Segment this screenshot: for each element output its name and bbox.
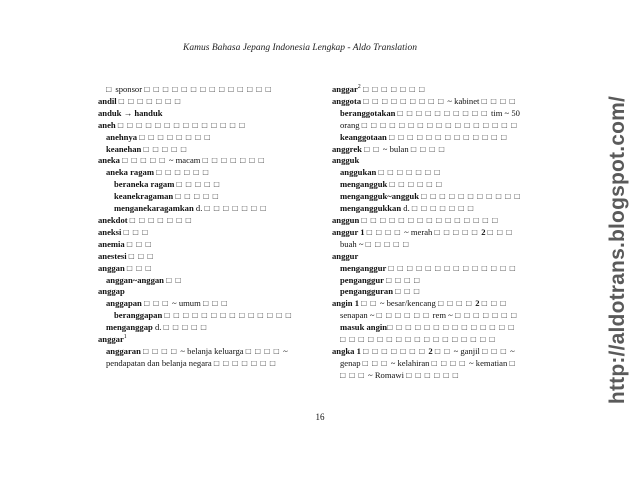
entry-text: genap [340, 357, 363, 368]
entry-text: ~ umum [172, 298, 203, 309]
headword: anggan [98, 262, 127, 273]
japanese-text: □ □ □ [362, 357, 391, 368]
dictionary-entry-line [98, 358, 320, 370]
dictionary-entry-line [98, 286, 320, 298]
dictionary-entry-line [332, 120, 562, 132]
japanese-text: □ □ □ □ □ [122, 155, 169, 166]
dictionary-entry-line [98, 275, 320, 287]
japanese-text: □ □ □ □ □ [365, 238, 410, 249]
homonym-number: 1 [123, 334, 127, 341]
dictionary-entry-line [98, 322, 320, 334]
japanese-text: □ □ □ □ □ □ □ □ □ □ □ [421, 191, 521, 202]
japanese-text: □ □ □ □ □ [143, 143, 188, 154]
entry-text: buah ~ [340, 238, 366, 249]
dictionary-entry-line [98, 227, 320, 239]
dictionary-entry-line [332, 179, 562, 191]
japanese-text: □ □ □ □ □ □ □ [204, 203, 267, 214]
dictionary-entry-line [98, 108, 320, 120]
headword: keanggotaan [340, 131, 389, 142]
entry-text: ~ macam [168, 155, 203, 166]
japanese-text: □ □ □ □ [431, 357, 469, 368]
watermark-url: http://aldotrans.blogspot.com/ [606, 95, 629, 405]
japanese-text: □ □ □ □ □ □ □ □ □ □ □ □ □ □ □ [361, 214, 499, 225]
dictionary-entry-line [332, 155, 562, 167]
entry-text: ~ besar/kencang [379, 298, 438, 309]
headword: anggap [98, 286, 125, 297]
dictionary-entry-line [332, 227, 562, 239]
dictionary-entry-line [98, 191, 320, 203]
japanese-text: □ □ □ [126, 238, 152, 249]
japanese-text: □ □ □ □ □ □ □ □ □ □ □ □ □ □ [388, 262, 516, 273]
japanese-text: □ □ □ □ □ □ □ □ □ □ □ □ □ □ □ □ □ [340, 334, 496, 345]
japanese-text: □ □ □ [143, 298, 173, 309]
headword: penganggur [340, 274, 386, 285]
japanese-text: □ □ [364, 143, 383, 154]
headword: 2 [481, 226, 488, 237]
page-number: 16 [315, 412, 325, 422]
japanese-text: □ □ □ □ □ [176, 179, 221, 190]
dictionary-entry-line [332, 108, 562, 120]
dictionary-entry-line [98, 298, 320, 310]
entry-text: ~ kelahiran [390, 357, 432, 368]
japanese-text: □ □ □ □ □ □ □ [363, 345, 429, 356]
headword: keanekragaman [114, 191, 176, 202]
dictionary-entry-line [332, 215, 562, 227]
japanese-text: □ □ □ □ [385, 274, 421, 285]
japanese-text: □ □ □ [123, 226, 149, 237]
japanese-text: □ □ □ □ □ [434, 226, 482, 237]
japanese-text: □ □ □ [395, 286, 421, 297]
japanese-text: □ □ □ □ □ □ □ [454, 310, 518, 321]
headword: anestesi [98, 250, 129, 261]
japanese-text: □ □ □ □ □ □ [376, 310, 433, 321]
japanese-text: □ □ □ □ □ □ □ □ □ □ □ □ □ □ [387, 322, 515, 333]
dictionary-entry-line [332, 358, 562, 370]
dictionary-entry-line [332, 334, 562, 346]
headword: anggar [332, 84, 358, 94]
dictionary-entry-line [98, 334, 320, 346]
headword: anggun [332, 214, 362, 225]
headword: beranggotakan [340, 107, 398, 118]
dictionary-entry-line [332, 310, 562, 322]
dictionary-entry-line [98, 96, 320, 108]
right-dictionary-column [332, 84, 562, 382]
japanese-text: □ □ □ □ □ □ □ □ □ □ □ □ □ □ [117, 119, 246, 130]
dictionary-entry-line [332, 167, 562, 179]
japanese-text: □ □ □ □ □ □ □ [202, 155, 265, 166]
headword: anggan~anggan [106, 274, 167, 285]
headword: angka 1 [332, 345, 364, 356]
headword: keanehan [106, 143, 144, 154]
headword: menganekaragamkan [114, 203, 196, 214]
japanese-text: □ □ □ □ □ □ [156, 167, 210, 178]
japanese-text: □ □ □ [482, 345, 511, 356]
japanese-text: □ □ □ □ [143, 345, 181, 356]
dictionary-entry-line [98, 84, 320, 96]
entry-text: ~ [510, 345, 515, 356]
headword: mengangguk [340, 179, 390, 190]
entry-text: tim ~ 50 [490, 107, 520, 118]
headword: anehnya [106, 131, 140, 142]
headword: anggaran [106, 345, 144, 356]
japanese-text: □ □ □ □ □ □ □ □ □ □ [397, 107, 491, 118]
dictionary-entry-line [98, 179, 320, 191]
dictionary-entry-line [332, 191, 562, 203]
dictionary-entry-line [332, 275, 562, 287]
headword: angin 1 [332, 298, 362, 309]
dictionary-entry-line [332, 346, 562, 358]
dictionary-entry-line [332, 286, 562, 298]
japanese-text: □ □ □ □ [366, 226, 405, 237]
headword: masuk angin [340, 322, 388, 333]
headword: aneh [98, 119, 118, 130]
japanese-text: □ □ □ □ □ □ □ □ [139, 131, 211, 142]
dictionary-entry-line [332, 298, 562, 310]
dictionary-entry-line [98, 251, 320, 263]
dictionary-entry-line [332, 84, 562, 96]
headword: aneka ragam [106, 167, 157, 178]
japanese-text: □ □ □ □ □ □ □ [411, 203, 475, 214]
headword: beranggapan [114, 310, 165, 321]
dictionary-entry-line [98, 120, 320, 132]
page-header: Kamus Bahasa Jepang Indonesia Lengkap - Aldo Translation [183, 43, 417, 53]
dictionary-entry-line [332, 370, 562, 382]
japanese-text: □ □ □ □ □ □ □ [378, 167, 441, 178]
entry-text: ~ Romawi [368, 369, 407, 380]
entry-text: ~ merah [404, 226, 435, 237]
japanese-text: □ □ □ [128, 250, 154, 261]
dictionary-entry-line [98, 263, 320, 275]
dictionary-entry-line [332, 251, 562, 263]
japanese-text: □ □ □ □ □ □ [406, 369, 459, 380]
japanese-text: □ □ □ □ □ [163, 322, 208, 333]
entry-text: ~ kabinet [447, 95, 482, 106]
entry-text: pendapatan dan belanja negara [106, 357, 214, 368]
japanese-text: □ □ □ □ □ □ □ □ □ □ □ □ □ □ □ □ □ [361, 119, 518, 130]
headword: menganggur [340, 262, 389, 273]
entry-text: d. [403, 203, 412, 214]
dictionary-entry-line [98, 346, 320, 358]
japanese-text: □ □ □ [340, 369, 369, 380]
entry-text: ~ kematian [468, 357, 510, 368]
japanese-text: □ □ □ [487, 226, 513, 237]
headword: angguk [332, 155, 360, 166]
dictionary-entry-line [332, 263, 562, 275]
headword: anemia [98, 238, 127, 249]
headword: anggar [98, 334, 124, 345]
headword: menganggap [106, 322, 155, 333]
japanese-text: □ □ □ □ [245, 345, 284, 356]
left-dictionary-column [98, 84, 320, 370]
headword: menganggukkan [340, 203, 404, 214]
dictionary-entry-line [98, 203, 320, 215]
dictionary-entry-line [332, 96, 562, 108]
entry-text: ~ belanja keluarga [180, 345, 246, 356]
dictionary-entry-line [98, 239, 320, 251]
headword: anggota [332, 95, 364, 106]
japanese-text: □ [106, 84, 116, 94]
japanese-text: □ □ □ [126, 262, 152, 273]
dictionary-entry-line [332, 144, 562, 156]
japanese-text: □ □ □ □ □ □ □ [118, 95, 182, 106]
entry-text: d. [195, 203, 205, 214]
entry-text: d. [154, 322, 164, 333]
headword: 2 [475, 298, 482, 309]
headword: anekdot [98, 214, 130, 225]
japanese-text: □ □ □ □ □ □ □ □ □ □ □ □ □ [388, 131, 508, 142]
dictionary-entry-line [98, 155, 320, 167]
dictionary-entry-line [98, 167, 320, 179]
dictionary-entry-line [98, 144, 320, 156]
japanese-text: □ □ □ □ □ □ □ □ □ □ □ □ □ □ [144, 84, 272, 94]
japanese-text: □ □ □ □ □ □ □ [362, 84, 426, 94]
headword: andil [98, 95, 119, 106]
homonym-number: 2 [357, 84, 361, 91]
headword: 2 [428, 345, 435, 356]
japanese-text: □ □ [434, 345, 454, 356]
headword: aneka [98, 155, 123, 166]
entry-text: sponsor [115, 84, 145, 94]
entry-text: ~ bulan [382, 143, 411, 154]
headword: beraneka ragam [114, 179, 177, 190]
japanese-text: □ □ □ □ □ [175, 191, 219, 202]
japanese-text: □ □ [361, 298, 380, 309]
dictionary-entry-line [332, 132, 562, 144]
japanese-text: □ □ □ □ □ □ [389, 179, 443, 190]
entry-text: orang [340, 119, 362, 130]
japanese-text: □ □ □ [481, 298, 507, 309]
headword: anggur [332, 250, 359, 261]
entry-text: ~ ganjil [453, 345, 483, 356]
entry-text: ~ [283, 345, 288, 356]
entry-text: rem ~ [432, 310, 455, 321]
japanese-text: □ [509, 357, 516, 368]
japanese-text: □ □ □ [202, 298, 228, 309]
japanese-text: □ □ □ □ □ □ □ □ □ □ □ □ □ □ [164, 310, 292, 321]
headword: aneksi [98, 226, 124, 237]
headword: → handuk [123, 107, 163, 118]
headword: mengangguk~angguk [340, 191, 422, 202]
headword: pengangguran [340, 286, 396, 297]
headword: anggrek [332, 143, 365, 154]
dictionary-entry-line [332, 239, 562, 251]
dictionary-entry-line [332, 203, 562, 215]
japanese-text: □ □ □ □ □ □ □ □ □ [363, 95, 448, 106]
japanese-text: □ □ [166, 274, 182, 285]
headword: anduk [98, 107, 124, 118]
dictionary-entry-line [332, 322, 562, 334]
headword: anggapan [106, 298, 144, 309]
headword: anggukan [340, 167, 379, 178]
headword: anggur 1 [332, 226, 367, 237]
entry-text: senapan ~ [340, 310, 377, 321]
japanese-text: □ □ □ □ [410, 143, 446, 154]
dictionary-entry-line [98, 132, 320, 144]
japanese-text: □ □ □ □ [437, 298, 476, 309]
dictionary-entry-line [98, 215, 320, 227]
japanese-text: □ □ □ □ [481, 95, 516, 106]
japanese-text: □ □ □ □ □ □ □ [129, 214, 192, 225]
japanese-text: □ □ □ □ □ □ □ [213, 357, 277, 368]
dictionary-entry-line [98, 310, 320, 322]
